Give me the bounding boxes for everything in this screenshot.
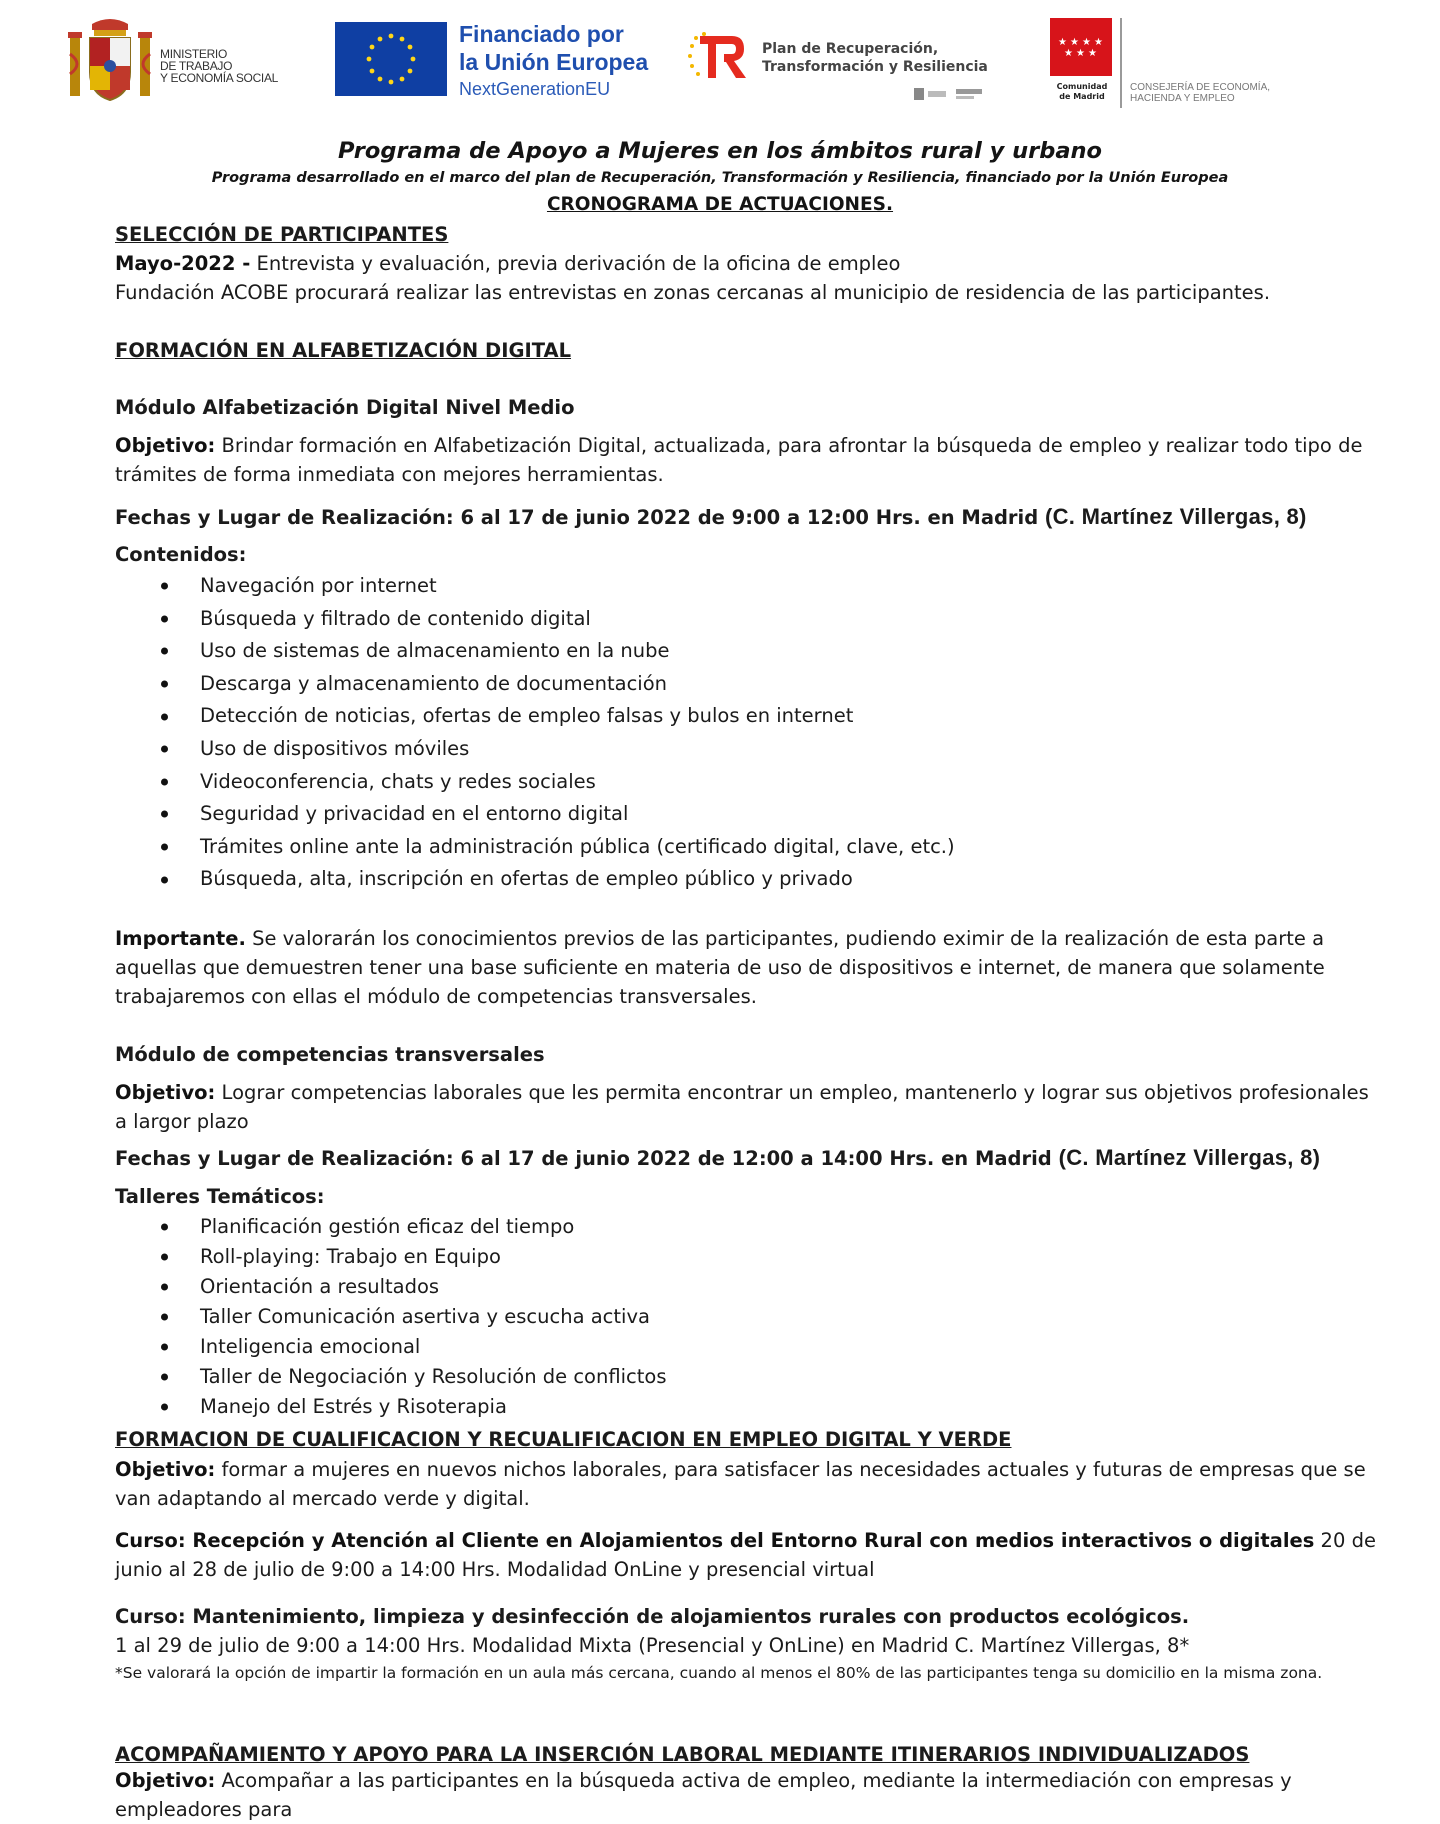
- recovery-plan-text: [762, 40, 988, 76]
- alfabetizacion-fechas-label: Fechas y Lugar de Realización: 6 al 17 de junio 2022 de 9:00 a 12:00 Hrs. en Madrid: [115, 506, 1045, 529]
- plan-line-1: Plan de Recuperación,: [762, 41, 939, 57]
- alfabetizacion-fechas: [115, 502, 1385, 532]
- svg-text:★: ★: [1064, 48, 1073, 59]
- competencias-fechas-label: Fechas y Lugar de Realización: 6 al 17 de junio 2022 de 12:00 a 14:00 Hrs. en Madrid: [115, 1147, 1059, 1170]
- madrid-name-line-1: Comunidad: [1056, 82, 1108, 91]
- list-item: Seguridad y privacidad en el entorno digital: [115, 798, 1385, 831]
- eu-line-2: la Unión Europea: [459, 49, 649, 75]
- competencias-objetivo-label: Objetivo:: [115, 1081, 216, 1104]
- recovery-plan-r-icon: [686, 28, 750, 84]
- seleccion-date-line: [115, 249, 1385, 278]
- list-item: Planificación gestión eficaz del tiempo: [115, 1212, 1385, 1242]
- consejeria-text: [1130, 82, 1270, 104]
- curso2-text: 1 al 29 de julio de 9:00 a 14:00 Hrs. Modalidad Mixta (Presencial y OnLine) en Madrid C. Martínez Villergas, 8*: [115, 1634, 1190, 1657]
- madrid-name-line-2: de Madrid: [1059, 92, 1105, 101]
- list-item: Uso de sistemas de almacenamiento en la nube: [115, 635, 1385, 668]
- eu-line-3: NextGenerationEU: [459, 79, 611, 99]
- consejeria-line-2: HACIENDA Y EMPLEO: [1130, 93, 1235, 104]
- logo-header: [0, 0, 1440, 130]
- curso2-note: *Se valorará la opción de impartir la formación en un aula más cercana, cuando al menos el 80% de las participantes tenga su domicilio en la misma zona.: [115, 1664, 1323, 1682]
- madrid-divider: [1120, 18, 1122, 108]
- cualificacion-objetivo-label: Objetivo:: [115, 1458, 216, 1481]
- importante-text: Se valorarán los conocimientos previos de las participantes, pudiendo eximir de la realización de esta parte a aquellas que demuestren tener una base suficiente en materia de uso de dispositivos e internet, de manera que solamente trabajaremos con ellas el módulo de competencias transversales.: [115, 927, 1325, 1008]
- list-item: Manejo del Estrés y Risoterapia: [115, 1392, 1385, 1422]
- eu-flag-icon: [335, 22, 447, 96]
- list-item: Descarga y almacenamiento de documentación: [115, 668, 1385, 701]
- madrid-name: [1050, 82, 1114, 102]
- contenidos-list: [115, 570, 1385, 896]
- talleres-list: [115, 1212, 1385, 1422]
- ministerio-line-1: MINISTERIO: [160, 47, 228, 61]
- competencias-objetivo: [115, 1078, 1385, 1136]
- alfabetizacion-modulo: Módulo Alfabetización Digital Nivel Medio: [115, 396, 575, 419]
- curso1-text: 20 de junio al 28 de julio de 9:00 a 14:00 Hrs. Modalidad OnLine y presencial virtual: [115, 1529, 1376, 1581]
- list-item: Navegación por internet: [115, 570, 1385, 603]
- acompanamiento-heading: ACOMPAÑAMIENTO Y APOYO PARA LA INSERCIÓN LABORAL MEDIANTE ITINERARIOS INDIVIDUALIZADOS: [115, 1743, 1250, 1766]
- importante-label: Importante.: [115, 927, 246, 950]
- alfabetizacion-objetivo-text: Brindar formación en Alfabetización Digital, actualizada, para afrontar la búsqueda de empleo y realizar todo tipo de trámites de forma inmediata con mejores herramientas.: [115, 434, 1363, 486]
- acompanamiento-objetivo-text: Acompañar a las participantes en la búsqueda activa de empleo, mediante la intermediación con empresas y empleadores para: [115, 1769, 1292, 1821]
- government-seal-icons: [914, 86, 994, 102]
- curso1-paragraph: [115, 1526, 1385, 1584]
- contenidos-list-wrap: [115, 570, 1385, 896]
- alfabetizacion-objetivo: [115, 431, 1385, 489]
- list-item: Uso de dispositivos móviles: [115, 733, 1385, 766]
- talleres-label: Talleres Temáticos:: [115, 1185, 325, 1208]
- eu-funding-logo: [335, 20, 655, 104]
- competencias-fechas-place: (C. Martínez Villergas, 8): [1058, 1145, 1321, 1170]
- seleccion-date-text: Entrevista y evaluación, previa derivación de la oficina de empleo: [250, 252, 901, 275]
- seleccion-date-label: Mayo-2022 -: [115, 252, 251, 275]
- list-item: Búsqueda y filtrado de contenido digital: [115, 603, 1385, 636]
- list-item: Trámites online ante la administración pública (certificado digital, clave, etc.): [115, 831, 1385, 864]
- curso2-label: Curso: Mantenimiento, limpieza y desinfección de alojamientos rurales con productos ecológicos.: [115, 1605, 1190, 1628]
- seleccion-heading: SELECCIÓN DE PARTICIPANTES: [115, 223, 449, 246]
- importante-paragraph: [115, 924, 1385, 1011]
- seleccion-note: Fundación ACOBE procurará realizar las entrevistas en zonas cercanas al municipio de residencia de las participantes.: [115, 281, 1271, 304]
- svg-text:★: ★: [1058, 37, 1067, 48]
- eu-line-1: Financiado por: [459, 21, 624, 47]
- page-subtitle: Programa desarrollado en el marco del plan de Recuperación, Transformación y Resiliencia, financiado por la Unión Europea: [211, 170, 1229, 186]
- ministerio-line-3: Y ECONOMÍA SOCIAL: [160, 71, 279, 85]
- cualificacion-heading: FORMACION DE CUALIFICACION Y RECUALIFICACION EN EMPLEO DIGITAL Y VERDE: [115, 1428, 1012, 1451]
- madrid-stars-icon: [1050, 18, 1112, 76]
- list-item: Orientación a resultados: [115, 1272, 1385, 1302]
- list-item: Búsqueda, alta, inscripción en ofertas de empleo público y privado: [115, 863, 1385, 896]
- eu-text: [459, 20, 648, 102]
- competencias-modulo: Módulo de competencias transversales: [115, 1043, 545, 1066]
- competencias-objetivo-text: Lograr competencias laborales que les permita encontrar un empleo, mantenerlo y lograr sus objetivos profesionales a largor plazo: [115, 1081, 1369, 1133]
- svg-text:★: ★: [1070, 37, 1079, 48]
- consejeria-line-1: CONSEJERÍA DE ECONOMÍA,: [1130, 82, 1271, 93]
- svg-text:★: ★: [1094, 37, 1103, 48]
- curso1-label: Curso: Recepción y Atención al Cliente en Alojamientos del Entorno Rural con medios interactivos o digitales: [115, 1529, 1315, 1552]
- list-item: Taller de Negociación y Resolución de conflictos: [115, 1362, 1385, 1392]
- page-title: Programa de Apoyo a Mujeres en los ámbitos rural y urbano: [337, 138, 1103, 164]
- plan-line-2: Transformación y Resiliencia: [762, 59, 988, 75]
- ministerio-logo: [64, 14, 324, 110]
- alfabetizacion-fechas-place: (C. Martínez Villergas, 8): [1044, 504, 1307, 529]
- contenidos-label: Contenidos:: [115, 543, 247, 566]
- ministerio-text: [160, 48, 330, 84]
- list-item: Taller Comunicación asertiva y escucha activa: [115, 1302, 1385, 1332]
- cronograma-heading: CRONOGRAMA DE ACTUACIONES.: [546, 194, 894, 215]
- alfabetizacion-heading: FORMACIÓN EN ALFABETIZACIÓN DIGITAL: [115, 339, 572, 362]
- list-item: Videoconferencia, chats y redes sociales: [115, 766, 1385, 799]
- list-item: Detección de noticias, ofertas de empleo falsas y bulos en internet: [115, 700, 1385, 733]
- list-item: Roll-playing: Trabajo en Equipo: [115, 1242, 1385, 1272]
- ministerio-line-2: DE TRABAJO: [160, 59, 233, 73]
- competencias-fechas: [115, 1143, 1385, 1173]
- svg-text:★: ★: [1088, 48, 1097, 59]
- recovery-plan-logo: [686, 28, 1006, 108]
- svg-text:★: ★: [1076, 48, 1085, 59]
- spain-coat-of-arms-icon: [64, 14, 156, 110]
- comunidad-madrid-logo: [1050, 18, 1350, 118]
- acompanamiento-objetivo: [115, 1766, 1385, 1824]
- cualificacion-objetivo-text: formar a mujeres en nuevos nichos laborales, para satisfacer las necesidades actuales y futuras de empresas que se van adaptando al mercado verde y digital.: [115, 1458, 1366, 1510]
- talleres-list-wrap: [115, 1212, 1385, 1422]
- acompanamiento-objetivo-label: Objetivo:: [115, 1769, 216, 1792]
- cualificacion-objetivo: [115, 1455, 1385, 1513]
- list-item: Inteligencia emocional: [115, 1332, 1385, 1362]
- svg-text:★: ★: [1082, 37, 1091, 48]
- alfabetizacion-objetivo-label: Objetivo:: [115, 434, 216, 457]
